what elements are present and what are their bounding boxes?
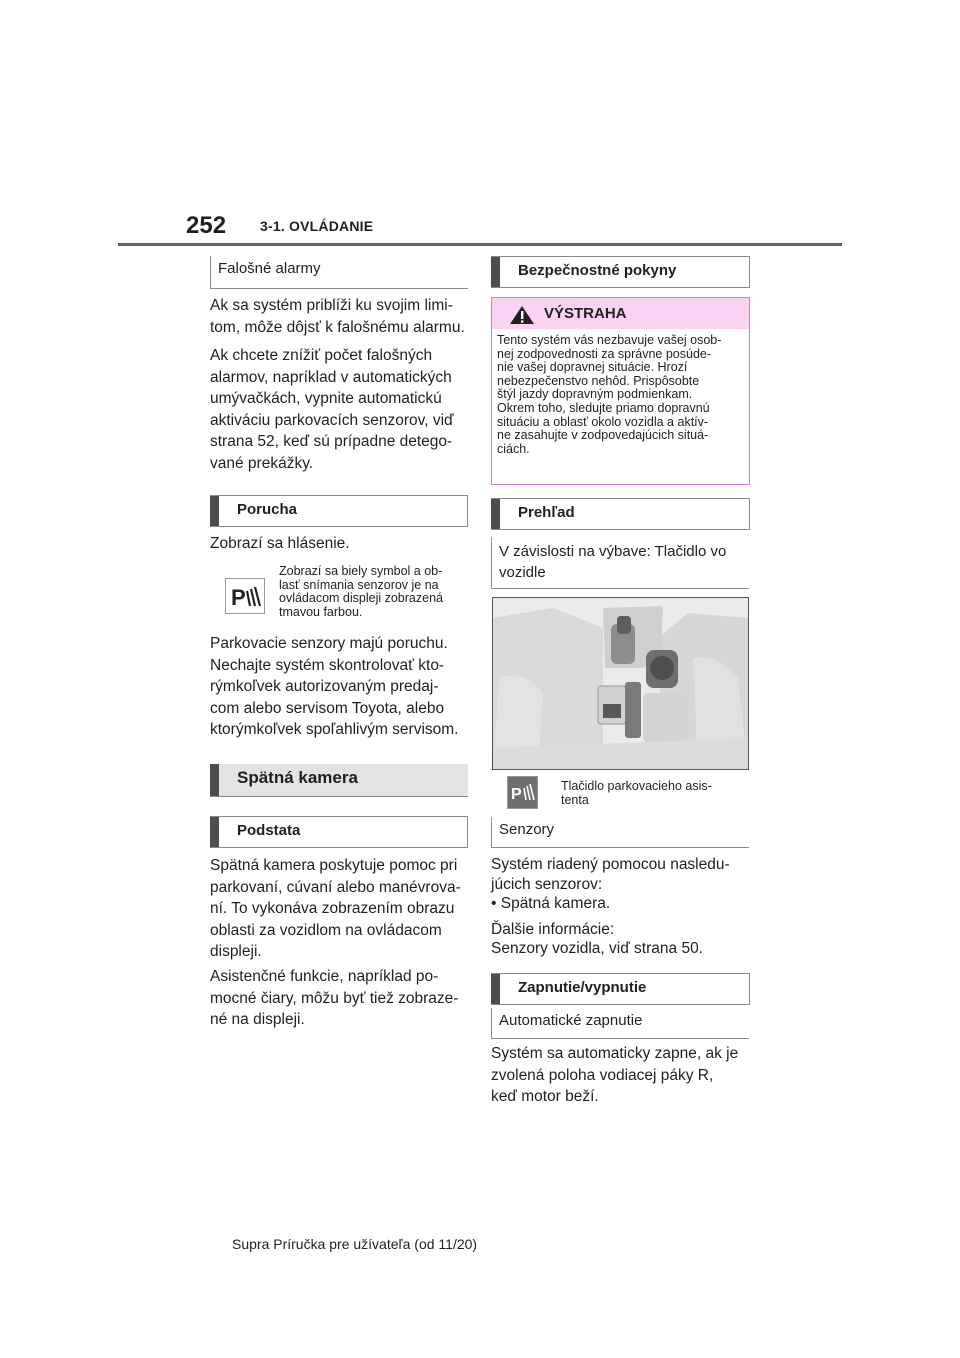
warning-title: VÝSTRAHA <box>544 305 627 322</box>
rear-camera-p1: Spätná kamera poskytuje pomoc pri parkovaní, cúvaní alebo manévrova- ní. To vykonáva zobrazením obrazu oblasti za vozidlom na ovládacom displeji. <box>210 857 461 960</box>
chapter-title: 3-1. OVLÁDANIE <box>260 218 374 234</box>
fault-heading: Porucha <box>210 495 468 527</box>
fault-intro: Zobrazí sa hlásenie. <box>210 535 350 552</box>
svg-text:P: P <box>511 786 522 803</box>
footer-text: Supra Príručka pre užívateľa (od 11/20) <box>232 1236 478 1252</box>
auto-on-text: Systém sa automaticky zapne, ak je zvolená poloha vodiacej páky R, keď motor beží. <box>491 1045 739 1105</box>
auto-on-heading: Automatické zapnutie <box>491 1008 749 1039</box>
parking-assist-button-icon <box>507 776 538 809</box>
overview-subheading: V závislosti na výbave: Tlačidlo vo vozidle <box>491 537 749 589</box>
header-rule <box>118 243 842 246</box>
onoff-heading: Zapnutie/vypnutie <box>491 973 750 1005</box>
parking-assist-caption: Tlačidlo parkovacieho asis- tenta <box>561 779 712 807</box>
overview-heading: Prehľad <box>491 498 750 530</box>
page-number: 252 <box>186 212 227 239</box>
false-alarms-p2: Ak chcete znížiť počet falošných alarmov, napríklad v automatických umývačkách, vypnite automatickú aktiváciu parkovacích senzorov, viď strana 52, keď sú prípadne detego- vané prekážky. <box>210 347 454 472</box>
fault-paragraph: Parkovacie senzory majú poruchu. Nechajte systém skontrolovať kto- rýmkoľvek autorizovaným predaj- com alebo servisom Toyota, alebo ktorýmkoľvek spoľahlivým servisom. <box>210 635 459 738</box>
warning-triangle-icon <box>509 305 535 325</box>
fault-icon-text: Zobrazí sa biely symbol a ob- lasť snímania senzorov je na ovládacom displeji zobrazená tmavou farbou. <box>279 564 443 619</box>
safety-heading: Bezpečnostné pokyny <box>491 256 750 288</box>
sensors-heading: Senzory <box>491 817 749 848</box>
warning-text: Tento systém vás nezbavuje vašej osob- nej zodpovednosti za správne posúde- nie vašej dopravnej situácie. Hrozí nebezpečenstvo nehôd. Prispôsobte štýl jazdy dopravným podmienkam. Okrem toho, sledujte priamo dopravnú situáciu a oblasť okolo vozidla a aktív- ne zasahujte v zodpovedajúcich situá- ciách. <box>497 333 722 456</box>
svg-text:P: P <box>231 585 246 610</box>
center-console-photo <box>492 597 749 770</box>
false-alarms-p1: Ak sa systém priblíži ku svojim limi- tom, môže dôjsť k falošnému alarmu. <box>210 297 465 336</box>
rear-camera-p2: Asistenčné funkcie, napríklad po- mocné čiary, môžu byť tiež zobraze- né na displeji. <box>210 968 459 1028</box>
rear-camera-section-title: Spätná kamera <box>210 764 468 797</box>
false-alarms-heading: Falošné alarmy <box>210 256 468 289</box>
principle-heading: Podstata <box>210 816 468 848</box>
sensors-text: Systém riadený pomocou nasledu- júcich senzorov: • Spätná kamera. Ďalšie informácie: Senzory vozidla, viď strana 50. <box>491 856 730 957</box>
park-sensor-icon <box>225 578 265 614</box>
warning-box <box>491 297 750 485</box>
